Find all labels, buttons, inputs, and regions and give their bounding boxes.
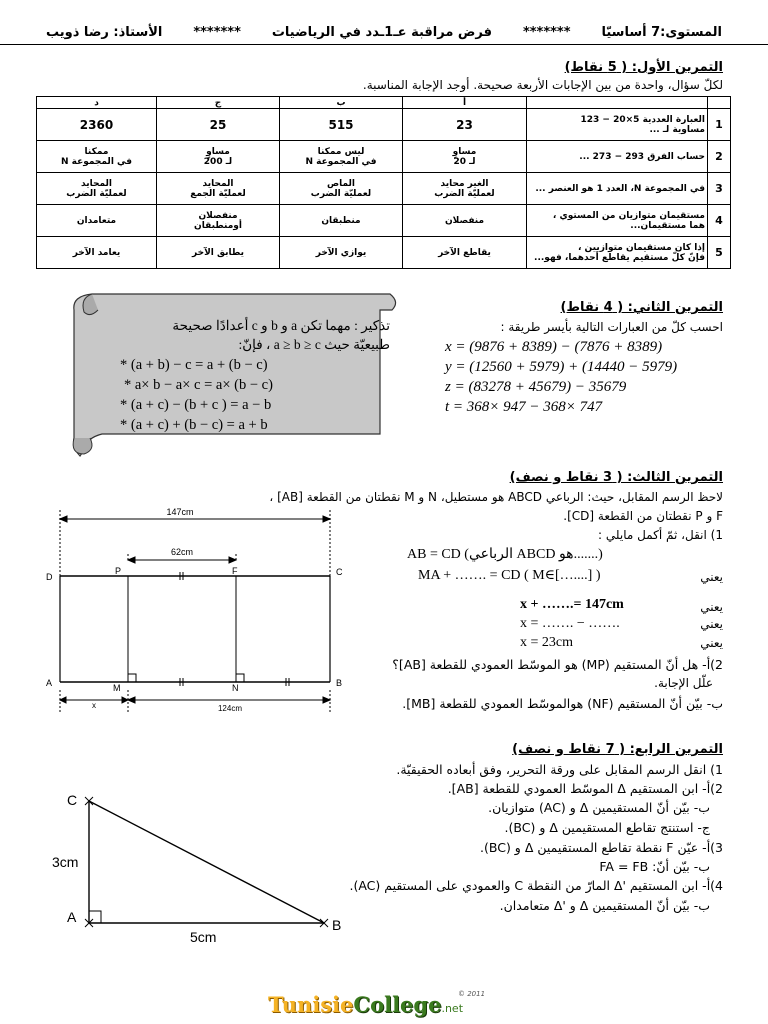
exercise-2-title: التمرين الثاني: ( 4 نقاط) (560, 300, 723, 315)
reminder-line-2: طبيعيّة حيث a ≥ b ≥ c ، فإنّ: (238, 337, 390, 352)
answer-c: 25 (157, 109, 280, 141)
exercise-4-line: ب- بيّن أنّ المستقيمين Δ و (AC) متوازيان. (488, 800, 710, 815)
equation-2: MA + ……. = CD ( M∈[…....] ) (418, 568, 601, 583)
answer-a: منفصلان (403, 205, 527, 237)
answer-d: متعامدان (37, 205, 157, 237)
equation-3: x + …….= 147cm (520, 597, 624, 612)
vertex-C: C (67, 792, 78, 808)
equation-1: AB = CD (الرباعي ABCD هو.......) (407, 547, 603, 562)
stars-separator: ******* (193, 24, 241, 40)
answer-b: منطبقان (280, 205, 403, 237)
point-M: M (113, 683, 121, 693)
question-2a: 2)أ- هل أنّ المستقيم (MP) هو الموسّط العمودي للقطعة [AB]؟ (392, 657, 723, 672)
question-2a-justify: علّل الإجابة. (654, 676, 713, 690)
exam-title: فرض مراقبة عـ1ـدد في الرياضيات (271, 24, 492, 40)
dimension-top: 147cm (166, 507, 194, 517)
exercise-3-line-2: F و P نقطتان من القطعة [CD]. (563, 509, 723, 523)
point-N: N (232, 683, 239, 693)
exercise-1-instruction: لكلّ سؤال، واحدة من بين الإجابات الأربعة صحيحة. أوجد الإجابة المناسبة. (362, 78, 723, 92)
expression-y: y = (12560 + 5979) + (14440 − 5979) (445, 359, 678, 375)
question-text: في المجموعة N، العدد 1 هو العنصر ... (527, 173, 708, 205)
exercise-3-line-1: لاحظ الرسم المقابل، حيث: الرباعي ABCD هو مستطيل، N و M نقطتان من القطعة [AB] ، (269, 490, 723, 504)
reminder-formula: * (a + b) − c = a + (b − c) (120, 357, 268, 373)
question-text: مستقيمان متوازيان من المستوي ، هما مستقيمان... (527, 205, 708, 237)
answer-c: منفصلان أومنطبقان (157, 205, 280, 237)
question-2b: ب- بيّن أنّ المستقيم (NF) هوالموسّط العمودي للقطعة [MB]. (402, 696, 723, 711)
answer-c: المحايد لعمليّة الجمع (157, 173, 280, 205)
exercise-3-line-3: 1) انقل، ثمّ أكمل مايلي : (598, 528, 723, 542)
triangle-figure (40, 785, 370, 945)
column-c: ج (157, 97, 280, 109)
answer-d: المحايد لعمليّة الضرب (37, 173, 157, 205)
qcm-row (37, 141, 731, 173)
answer-a: 23 (403, 109, 527, 141)
answer-b: يوازي الآخر (280, 237, 403, 269)
question-text: العبارة العددية 5×20 − 123 مساوية لـ ... (527, 109, 708, 141)
answer-d: يعامد الآخر (37, 237, 157, 269)
level-label: المستوى:7 أساسيّا (601, 24, 722, 40)
logo-tunisie: Tunisie (268, 992, 354, 1017)
answer-c: يطابق الآخر (157, 237, 280, 269)
logo-college: College (353, 992, 442, 1017)
header-divider (0, 44, 768, 45)
question-text: حساب الفرق 293 − 273 ... (527, 141, 708, 173)
exercise-4-line: ب- بيّن أنّ: FA = FB (599, 859, 710, 874)
question-number: 1 (708, 109, 731, 141)
exercise-4-line: ج- استنتج تقاطع المستقيمين Δ و (BC). (504, 820, 710, 835)
reminder-line-1: تذكير : مهما تكن a و b و c أعدادًا صحيحة (172, 318, 390, 333)
question-number: 3 (708, 173, 731, 205)
exercise-4-line: 2)أ- ابن المستقيم Δ الموسّط العمودي للقطعة [AB]. (447, 781, 723, 796)
word-means: يعني (700, 570, 723, 584)
answer-a: يقاطع الآخر (403, 237, 527, 269)
exercise-4-line: 4)أ- ابن المستقيم 'Δ المارّ من النقطة C والعمودي على المستقيم (AC). (349, 878, 723, 893)
qcm-row (37, 173, 731, 205)
stars-separator: ******* (522, 24, 571, 40)
word-means: يعني (700, 636, 723, 650)
dimension-middle: 62cm (170, 547, 194, 557)
qcm-row (37, 205, 731, 237)
answer-d: 2360 (37, 109, 157, 141)
reminder-formula: * (a + c) − (b + c ) = a − b (120, 397, 272, 413)
answer-c: مساوٍ لـ 200 (157, 141, 280, 173)
point-P: P (115, 566, 122, 576)
vertex-B: B (332, 917, 342, 933)
word-means: يعني (700, 600, 723, 614)
qcm-row (37, 109, 731, 141)
exercise-4-line: 3)أ- عيّن F نقطة تقاطع المستقيمين Δ و (BC). (479, 840, 723, 855)
equation-4: x = ……. − ……. (520, 616, 620, 631)
qcm-row (37, 237, 731, 269)
question-number: 2 (708, 141, 731, 173)
teacher-name: الأستاذ: رضا ذويب (46, 24, 163, 40)
qcm-table (36, 96, 731, 269)
word-means: يعني (700, 617, 723, 631)
answer-a: مساوٍ لـ 20 (403, 141, 527, 173)
exercise-1-title: التمرين الأول: ( 5 نقاط) (564, 60, 723, 75)
qcm-header-row (37, 97, 731, 109)
rectangle-figure (0, 500, 370, 720)
expression-t: t = 368× 947 − 368× 747 (445, 399, 603, 415)
expression-x: x = (9876 + 8389) − (7876 + 8389) (445, 339, 663, 355)
exercise-3-title: التمرين الثالث: ( 3 نقاط و نصف) (509, 470, 723, 485)
point-C: C (336, 567, 343, 577)
dimension-bottom: 124cm (217, 704, 243, 713)
expression-z: z = (83278 + 45679) − 35679 (445, 379, 627, 395)
vertex-A: A (67, 909, 77, 925)
answer-d: ممكنا في المجموعة N (37, 141, 157, 173)
answer-a: الغير محايد لعمليّة الضرب (403, 173, 527, 205)
answer-b: 515 (280, 109, 403, 141)
question-number: 5 (708, 237, 731, 269)
column-d: د (37, 97, 157, 109)
answer-b: ليس ممكنا في المجموعة N (280, 141, 403, 173)
point-F: F (232, 566, 238, 576)
logo-tld: .net (441, 1002, 464, 1015)
point-A: A (46, 678, 53, 688)
exercise-4-line: 1) انقل الرسم المقابل على ورقة التحرير، وفق أبعاده الحقيقيّة. (396, 762, 723, 777)
answer-b: الماص لعمليّة الضرب (280, 173, 403, 205)
exercise-2-instruction: احسب كلّ من العبارات التالية بأيسر طريقة : (500, 320, 723, 334)
equation-5: x = 23cm (520, 635, 573, 650)
column-b: ب (280, 97, 403, 109)
logo-year: © 2011 (458, 990, 486, 998)
question-number: 4 (708, 205, 731, 237)
exercise-4-line: ب- بيّن أنّ المستقيمين Δ و 'Δ متعامدان. (499, 898, 710, 913)
point-D: D (46, 572, 53, 582)
exam-header (46, 22, 722, 42)
side-ac-length: 3cm (52, 854, 79, 870)
dimension-x: x (92, 701, 96, 710)
column-a: أ (403, 97, 527, 109)
side-ab-length: 5cm (190, 929, 217, 945)
question-text: إذا كان مستقيمان متوازيين ، فإنّ كلّ مستقيم يقاطع أحدهما، فهو... (527, 237, 708, 269)
exercise-4-title: التمرين الرابع: ( 7 نقاط و نصف) (512, 742, 723, 757)
reminder-formula: * a× b − a× c = a× (b − c) (124, 377, 273, 393)
reminder-scroll (62, 288, 402, 460)
point-B: B (336, 678, 343, 688)
reminder-formula: * (a + c) + (b − c) = a + b (120, 417, 268, 433)
